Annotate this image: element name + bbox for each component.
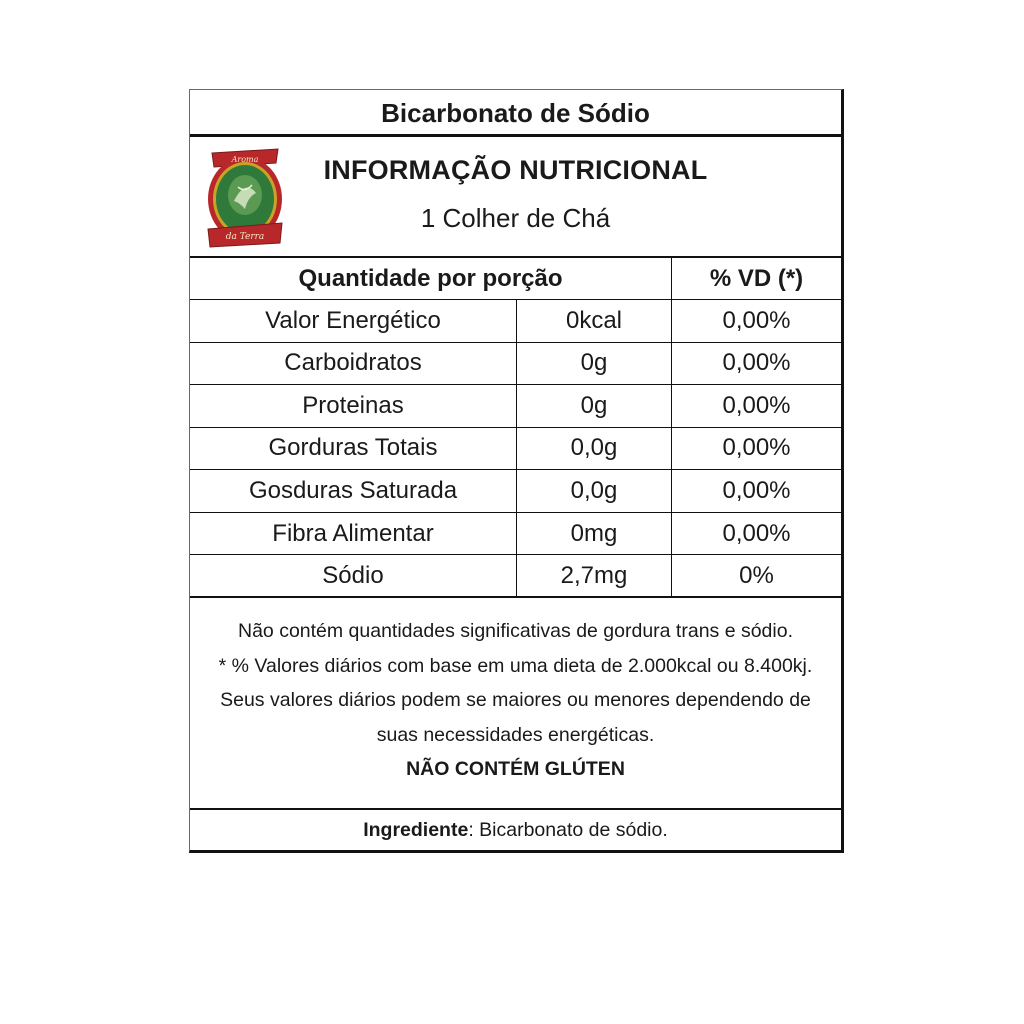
nutrient-name: Fibra Alimentar xyxy=(272,519,434,547)
nutrient-vd: 0% xyxy=(671,555,841,596)
nutrient-name: Proteinas xyxy=(302,391,404,419)
note-trans-fat: Não contém quantidades significativas de gordura trans e sódio. xyxy=(238,620,793,642)
nutrient-amount: 0,0g xyxy=(516,470,671,512)
nutrition-label xyxy=(189,89,844,853)
nutrient-amount: 0,0g xyxy=(516,428,671,470)
serving-size: 1 Colher de Chá xyxy=(420,203,611,233)
label-notes xyxy=(190,598,841,810)
nutrient-name: Sódio xyxy=(322,561,384,589)
logo-text-top: Aroma xyxy=(231,155,259,164)
table-header xyxy=(190,258,841,300)
note-daily-values: * % Valores diários com base em uma dieta de 2.000kcal ou 8.400kj. xyxy=(218,654,813,677)
nutrient-vd: 0,00% xyxy=(671,428,841,470)
label-header xyxy=(190,137,841,258)
nutrient-name: Gorduras Totais xyxy=(268,434,438,462)
nutrient-vd: 0,00% xyxy=(671,385,841,427)
note-energy-needs: suas necessidades energéticas. xyxy=(376,723,655,746)
table-row xyxy=(190,470,841,513)
table-row xyxy=(190,385,841,428)
nutrient-amount: 2,7mg xyxy=(516,555,671,596)
nutrient-name: Valor Energético xyxy=(265,306,441,334)
table-row xyxy=(190,513,841,556)
brand-logo-icon xyxy=(204,143,286,253)
nutrient-amount: 0g xyxy=(516,385,671,427)
ingredient-text: : Bicarbonato de sódio. xyxy=(468,819,668,841)
nutrient-name: Gosduras Saturada xyxy=(248,477,458,505)
column-header-vd: % VD (*) xyxy=(671,258,841,299)
ingredient-line xyxy=(190,810,841,850)
nutrient-name: Carboidratos xyxy=(284,349,422,377)
table-row xyxy=(190,555,841,598)
nutrient-vd: 0,00% xyxy=(671,470,841,512)
ingredient-label: Ingrediente xyxy=(363,819,469,841)
column-header-quantity: Quantidade por porção xyxy=(298,264,563,292)
nutrient-amount: 0kcal xyxy=(516,300,671,342)
nutrient-vd: 0,00% xyxy=(671,343,841,385)
nutrient-vd: 0,00% xyxy=(671,513,841,555)
table-row xyxy=(190,428,841,471)
note-variation: Seus valores diários podem se maiores ou menores dependendo de xyxy=(220,689,811,711)
nutrient-vd: 0,00% xyxy=(671,300,841,342)
logo-text-bottom: da Terra xyxy=(225,232,265,242)
gluten-free-notice: NÃO CONTÉM GLÚTEN xyxy=(406,758,625,780)
info-title: INFORMAÇÃO NUTRICIONAL xyxy=(323,155,708,185)
nutrient-amount: 0mg xyxy=(516,513,671,555)
table-row xyxy=(190,300,841,343)
nutrient-amount: 0g xyxy=(516,343,671,385)
product-title: Bicarbonato de Sódio xyxy=(190,90,841,137)
table-row xyxy=(190,343,841,386)
